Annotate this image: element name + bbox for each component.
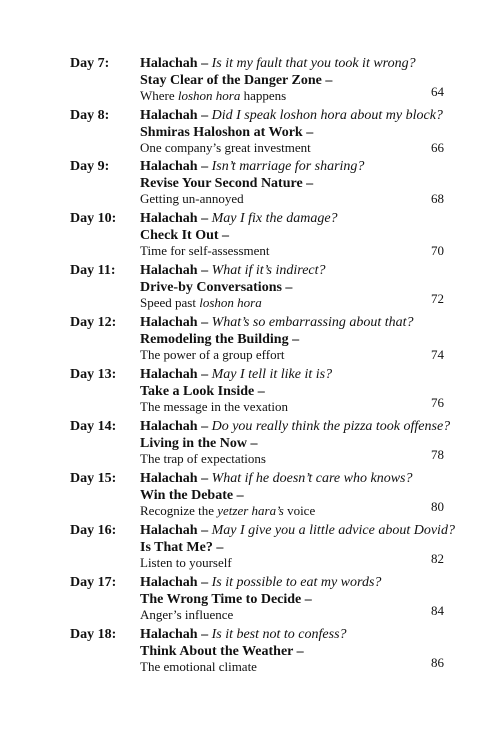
halachah-line — [140, 626, 347, 643]
halachah-label: Halachah — [140, 367, 198, 382]
day-label: Day 17: — [70, 575, 117, 590]
halachah-line — [140, 366, 332, 383]
halachah-line — [140, 107, 443, 124]
subtitle-text: Recognize the — [140, 503, 218, 518]
halachah-label: Halachah — [140, 211, 198, 226]
dash: – — [197, 159, 212, 174]
toc-entry — [0, 626, 500, 678]
toc-entry — [0, 262, 500, 314]
subtitle-text: The power of a group effort — [140, 347, 285, 362]
chapter-subtitle — [140, 88, 286, 104]
subtitle-text: The trap of expectations — [140, 451, 266, 466]
chapter-subtitle — [140, 140, 311, 156]
day-label: Day 16: — [70, 523, 117, 538]
halachah-label: Halachah — [140, 575, 198, 590]
halachah-line — [140, 418, 450, 435]
page-number: 84 — [431, 603, 444, 618]
halachah-line — [140, 55, 416, 72]
toc-entry — [0, 418, 500, 470]
day-label: Day 13: — [70, 367, 117, 382]
page-number: 82 — [431, 551, 444, 566]
halachah-question: Do you really think the pizza took offense? — [211, 419, 451, 434]
chapter-subtitle — [140, 451, 266, 467]
chapter-title: The Wrong Time to Decide – — [140, 592, 312, 607]
toc-entry — [0, 470, 500, 522]
toc-entry — [0, 55, 500, 107]
page-number: 80 — [431, 499, 444, 514]
halachah-label: Halachah — [140, 315, 198, 330]
subtitle-text: Listen to yourself — [140, 555, 232, 570]
halachah-question: May I give you a little advice about Dovid? — [211, 523, 455, 538]
halachah-question: What’s so embarrassing about that? — [211, 315, 414, 330]
chapter-subtitle — [140, 607, 233, 623]
page-number: 66 — [431, 140, 444, 155]
chapter-title: Living in the Now – — [140, 436, 258, 451]
halachah-label: Halachah — [140, 419, 198, 434]
chapter-subtitle — [140, 555, 232, 571]
dash: – — [197, 367, 212, 382]
page-number: 74 — [431, 347, 444, 362]
dash: – — [197, 56, 212, 71]
chapter-subtitle — [140, 295, 262, 311]
subtitle-text-end: happens — [240, 88, 287, 103]
halachah-question: What if it’s indirect? — [211, 263, 326, 278]
page-number: 68 — [431, 191, 444, 206]
dash: – — [197, 471, 212, 486]
chapter-title: Check It Out – — [140, 228, 230, 243]
halachah-question: Did I speak loshon hora about my block? — [211, 108, 443, 123]
halachah-line — [140, 210, 338, 227]
dash: – — [197, 575, 212, 590]
chapter-subtitle — [140, 659, 257, 675]
day-label: Day 15: — [70, 471, 117, 486]
subtitle-text: One company’s great investment — [140, 140, 311, 155]
chapter-subtitle — [140, 347, 285, 363]
chapter-title: Is That Me? – — [140, 540, 224, 555]
subtitle-text: Speed past — [140, 295, 200, 310]
halachah-question: Is it possible to eat my words? — [211, 575, 382, 590]
subtitle-text: Where — [140, 88, 178, 103]
page-number: 72 — [431, 291, 444, 306]
subtitle-text: The message in the vexation — [140, 399, 289, 414]
halachah-question: What if he doesn’t care who knows? — [211, 471, 413, 486]
chapter-title: Think About the Weather – — [140, 644, 304, 659]
page-number: 76 — [431, 395, 444, 410]
toc-entry — [0, 366, 500, 418]
toc-entry — [0, 522, 500, 574]
day-label: Day 14: — [70, 419, 117, 434]
halachah-line — [140, 158, 364, 175]
halachah-question: Is it my fault that you took it wrong? — [211, 56, 416, 71]
page-number: 86 — [431, 655, 444, 670]
toc-entry — [0, 158, 500, 210]
subtitle-italic: loshon hora — [199, 295, 262, 310]
chapter-title: Shmiras Haloshon at Work – — [140, 125, 314, 140]
chapter-title: Stay Clear of the Danger Zone – — [140, 73, 333, 88]
chapter-subtitle — [140, 191, 244, 207]
dash: – — [197, 108, 212, 123]
subtitle-text-end: voice — [283, 503, 316, 518]
dash: – — [197, 419, 212, 434]
day-label: Day 12: — [70, 315, 117, 330]
halachah-label: Halachah — [140, 56, 198, 71]
halachah-question: May I tell it like it is? — [211, 367, 333, 382]
toc-entry — [0, 107, 500, 159]
dash: – — [197, 315, 212, 330]
day-label: Day 8: — [70, 108, 110, 123]
halachah-question: May I fix the damage? — [211, 211, 338, 226]
day-label: Day 7: — [70, 56, 110, 71]
chapter-subtitle — [140, 243, 270, 259]
chapter-title: Take a Look Inside – — [140, 384, 265, 399]
chapter-title: Remodeling the Building – — [140, 332, 300, 347]
page-number: 70 — [431, 243, 444, 258]
page-number: 78 — [431, 447, 444, 462]
halachah-line — [140, 574, 381, 591]
subtitle-italic: loshon hora — [177, 88, 241, 103]
halachah-line — [140, 262, 326, 279]
halachah-question: Isn’t marriage for sharing? — [211, 159, 365, 174]
halachah-label: Halachah — [140, 471, 198, 486]
toc-entry — [0, 210, 500, 262]
halachah-label: Halachah — [140, 627, 198, 642]
chapter-title: Win the Debate – — [140, 488, 244, 503]
subtitle-text: Time for self-assessment — [140, 243, 270, 258]
dash: – — [197, 627, 212, 642]
halachah-question: Is it best not to confess? — [211, 627, 347, 642]
subtitle-text: The emotional climate — [140, 659, 257, 674]
dash: – — [197, 263, 212, 278]
halachah-label: Halachah — [140, 108, 198, 123]
subtitle-text: Getting un-annoyed — [140, 191, 244, 206]
chapter-subtitle — [140, 399, 288, 415]
day-label: Day 18: — [70, 627, 117, 642]
subtitle-text: Anger’s influence — [140, 607, 234, 622]
day-label: Day 9: — [70, 159, 110, 174]
page-number: 64 — [431, 84, 444, 99]
chapter-subtitle — [140, 503, 315, 519]
halachah-line — [140, 314, 414, 331]
subtitle-italic: yetzer hara’s — [217, 503, 284, 518]
dash: – — [197, 523, 212, 538]
day-label: Day 11: — [70, 263, 116, 278]
dash: – — [197, 211, 212, 226]
chapter-title: Revise Your Second Nature – — [140, 176, 314, 191]
toc-entry — [0, 574, 500, 626]
toc-entry — [0, 314, 500, 366]
halachah-line — [140, 522, 455, 539]
halachah-label: Halachah — [140, 159, 198, 174]
chapter-title: Drive-by Conversations – — [140, 280, 293, 295]
day-label: Day 10: — [70, 211, 117, 226]
halachah-label: Halachah — [140, 263, 198, 278]
halachah-line — [140, 470, 412, 487]
halachah-label: Halachah — [140, 523, 198, 538]
